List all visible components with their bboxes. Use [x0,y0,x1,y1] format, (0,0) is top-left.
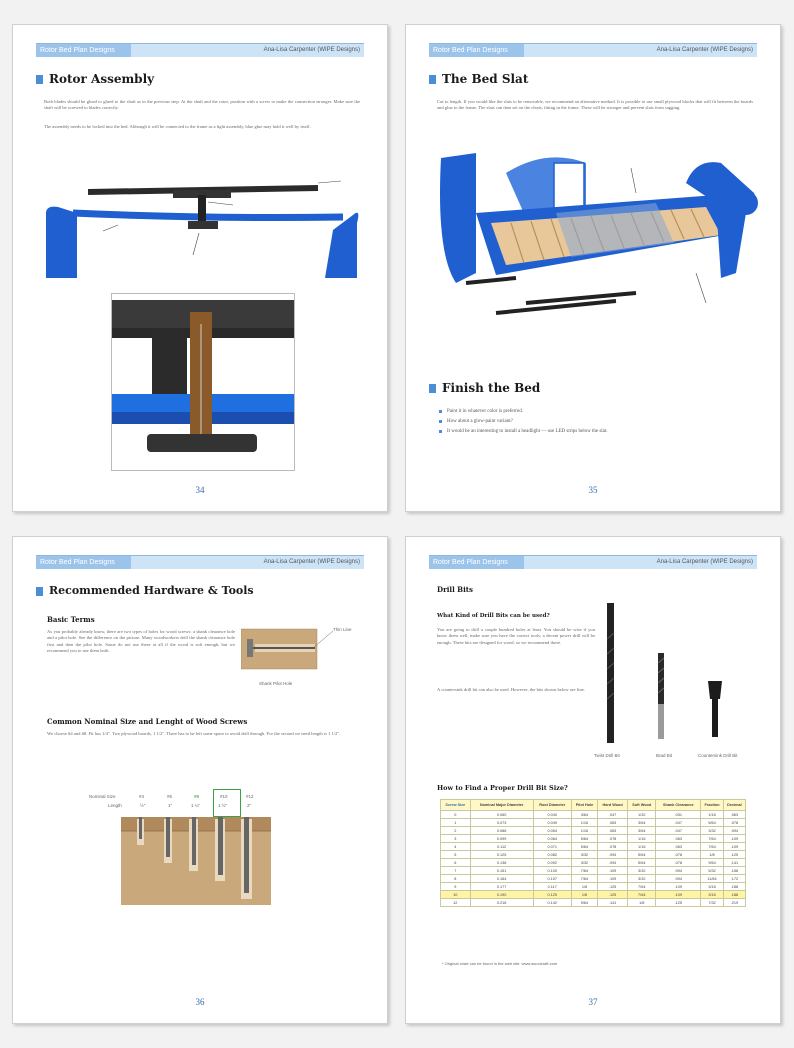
length-row-label: Length [108,803,122,808]
table-cell: 3/64 [628,819,656,827]
page-37 [405,536,781,1024]
table-header: Decimal [723,800,745,811]
page-number: 36 [195,997,205,1007]
table-cell: 0.064 [533,835,571,843]
table-row [441,827,746,835]
page-number: 34 [195,485,205,495]
table-cell: 3/32 [628,875,656,883]
table-cell: .188 [723,883,745,891]
header-left-label: Rotor Bed Plan Designs [36,556,131,569]
table-cell: .047 [598,811,628,819]
table-cell: .078 [598,835,628,843]
table-cell: 1/8 [571,883,597,891]
section-title: Rotor Assembly [36,72,154,86]
screw-length: 2" [247,803,252,808]
table-cell: 3/16 [701,891,724,899]
table-cell: .109 [598,875,628,883]
table-cell: .094 [598,851,628,859]
finish-title: Finish the Bed [429,381,540,395]
table-cell: 1/16 [628,835,656,843]
table-cell: .063 [656,843,701,851]
page-header [36,555,364,569]
table-cell: .078 [656,859,701,867]
table-cell: 7/64 [701,843,724,851]
table-cell: 0.060 [470,811,533,819]
rotor-assembly-illustration [43,175,363,285]
finish-list [437,407,767,437]
table-cell: .219 [723,899,745,907]
table-cell: 2 [441,827,471,835]
body-paragraph: Cut to length. If you would like the slats to be removable, we recommend an alternative method. It is possible to use small plywood blocks that will fit between the boards and glue to the frame. The slats can then set on the cleats, fitting in the frame. These will be stronger and prevent slats from sagging. [437,99,753,111]
table-row [441,883,746,891]
table-cell: .031 [656,811,701,819]
bed-slat-illustration [436,153,766,323]
table-row [441,891,746,899]
table-cell: 0.138 [470,859,533,867]
table-header: Screw Size [441,800,471,811]
table-cell: 1/8 [701,851,724,859]
table-row [441,811,746,819]
figure-label: Thin Line [333,627,352,632]
table-row [441,835,746,843]
table-cell: 3/32 [701,827,724,835]
table-cell: 5/64 [628,859,656,867]
screw-size: #8 [194,794,200,799]
table-cell: 11/64 [701,875,724,883]
table-cell: 6 [441,859,471,867]
table-cell: 0.164 [470,875,533,883]
page-header [429,555,757,569]
highlight-box [213,789,241,817]
header-right-label: Ana-Lisa Carpenter (WIPE Designs) [263,47,360,53]
table-cell: 1/16 [628,843,656,851]
title-marker-icon [429,384,436,393]
table-cell: 0.071 [533,843,571,851]
screw-length: 1 ¼" [191,803,201,808]
bit-label: Twist Drill Bit [594,753,620,758]
page-36 [12,536,388,1024]
page-number: 37 [588,997,598,1007]
table-cell: 0.142 [533,899,571,907]
table-cell: 1 [441,819,471,827]
table-cell: .094 [723,827,745,835]
table-cell: 0.099 [470,835,533,843]
table-cell: 8 [441,875,471,883]
table-row [441,819,746,827]
table-cell: .125 [656,899,701,907]
table-cell: .094 [656,875,701,883]
table-cell: 0.125 [470,851,533,859]
table-row [441,859,746,867]
table-cell: 0.049 [533,819,571,827]
page-34 [12,24,388,512]
table-cell: 7/64 [571,875,597,883]
table-cell: 1/16 [571,819,597,827]
page-35 [405,24,781,512]
wood-screws-figure [121,817,271,905]
body-paragraph: As you probably already know, there are two types of holes for wood screws: a shank clearance hole and a pilot hole. See the difference on the picture. Many woodworkers drill the shank clearance hole first and then the pilot hole. Some do not use these at all if the wood is soft enough, but we recommend you to use them both. [47,629,235,653]
table-cell: 3/32 [628,867,656,875]
table-cell: .063 [723,811,745,819]
table-row [441,851,746,859]
table-cell: 0.086 [470,827,533,835]
table-body [441,811,746,907]
table-cell: .078 [656,851,701,859]
table-cell: .063 [656,835,701,843]
table-cell: 0.073 [470,819,533,827]
table-cell: .188 [723,891,745,899]
table-cell: 3/16 [701,883,724,891]
header-left-label: Rotor Bed Plan Designs [429,44,524,57]
table-cell: .141 [723,859,745,867]
header-right-label: Ana-Lisa Carpenter (WIPE Designs) [263,559,360,565]
header-left-label: Rotor Bed Plan Designs [429,556,524,569]
page-header [36,43,364,57]
title-marker-icon [36,587,43,596]
table-cell: 0.107 [533,875,571,883]
table-cell: 0.216 [470,899,533,907]
rotor-detail-closeup [111,293,295,471]
subheading: Drill Bits [437,585,473,594]
header-left-label: Rotor Bed Plan Designs [36,44,131,57]
title-marker-icon [429,75,436,84]
bit-label: Countersink Drill Bit [698,753,738,758]
table-cell: 5/64 [571,843,597,851]
table-cell: .078 [723,819,745,827]
table-cell: 7/64 [628,883,656,891]
table-cell: .109 [656,891,701,899]
table-header: Fraction [701,800,724,811]
table-cell: 0.125 [533,891,571,899]
table-header: Nominal Major Diameter [470,800,533,811]
table-row [441,867,746,875]
table-cell: 3/32 [571,851,597,859]
table-cell: .156 [723,867,745,875]
list-item: Paint it in whatever color is preferred. [447,407,767,417]
table-cell: .094 [656,867,701,875]
size-row-label: Nominal Size [89,794,116,799]
table-cell: 5 [441,851,471,859]
table-cell: .141 [598,899,628,907]
title-marker-icon [36,75,43,84]
table-cell: 1/16 [701,811,724,819]
table-cell: 5/64 [628,851,656,859]
table-cell: 0.040 [533,811,571,819]
table-cell: 0.190 [470,891,533,899]
table-cell: .047 [656,819,701,827]
subheading: How to Find a Proper Drill Bit Size? [437,784,568,792]
screw-length: 1" [168,803,173,808]
table-header: Pilot Hole [571,800,597,811]
table-cell: 5/64 [701,819,724,827]
table-header: Shank Clearance [656,800,701,811]
table-header: Soft Wood [628,800,656,811]
table-cell: .063 [598,819,628,827]
table-cell: 0.100 [533,867,571,875]
table-cell: 9/64 [571,899,597,907]
subheading: Common Nominal Size and Lenght of Wood Screws [47,717,248,726]
table-cell: .047 [656,827,701,835]
section-title: Recommended Hardware & Tools [36,584,254,597]
table-cell: 3/32 [571,859,597,867]
header-right-label: Ana-Lisa Carpenter (WIPE Designs) [656,47,753,53]
table-cell: .172 [723,875,745,883]
table-cell: 1/8 [571,891,597,899]
screw-size: #10 [220,794,228,799]
table-row [441,843,746,851]
table-row [441,875,746,883]
table-cell: .063 [598,827,628,835]
table-cell: .109 [656,883,701,891]
table-cell: 1/32 [628,811,656,819]
screw-size: #12 [246,794,254,799]
table-cell: 7/32 [701,899,724,907]
table-cell: 0.092 [533,859,571,867]
body-paragraph: A countersink drill bit can also be used. However, the bits shown below are fine. [437,687,585,692]
table-cell: 3/64 [571,811,597,819]
table-cell: 0.177 [470,883,533,891]
table-cell: 1/8 [628,899,656,907]
screw-length: ½" [140,803,146,808]
table-cell: 7/64 [571,867,597,875]
table-cell: 1/16 [571,827,597,835]
table-cell: 3 [441,835,471,843]
bit-label: Brad Bit [656,753,673,758]
table-cell: .078 [598,843,628,851]
table-cell: 5/64 [571,835,597,843]
table-cell: 0.117 [533,883,571,891]
list-item: It would be an interesting to install a headlight — use LED strips below the slat. [447,427,767,437]
table-cell: 10 [441,891,471,899]
drill-size-table [440,799,746,907]
page-number: 35 [588,485,598,495]
table-cell: 9 [441,883,471,891]
table-cell: .109 [598,867,628,875]
subheading: Basic Terms [47,615,95,624]
body-paragraph: Both blades should be glued to glued to the shaft as in the previous step. At the shaft and the rotor, position with a screw to make the connection stronger. Make sure the shaft will be screwed to blades correctly. [44,99,360,111]
table-cell: 0.054 [533,827,571,835]
table-cell: 7 [441,867,471,875]
table-footnote: * Original chart can be found in the web site: www.woodcraft.com [442,961,558,966]
table-header: Hard Wood [598,800,628,811]
body-paragraph: You are going to drill a couple hundred holes at least. You should be wise if you know them well, make sure you have the correct tools; a decent power drill will be enough. These bits are designed for wood, so we recommend those. [437,627,595,645]
drill-bits-figure [596,599,756,749]
section-title: The Bed Slat [429,72,528,86]
table-cell: .109 [723,835,745,843]
table-cell: 0 [441,811,471,819]
table-cell: 0.151 [470,867,533,875]
table-cell: 7/64 [628,891,656,899]
list-item: How about a glow-paint variant? [447,417,767,427]
screw-size: #4 [139,794,145,799]
table-cell: 12 [441,899,471,907]
page-header [429,43,757,57]
table-header: Root Diameter [533,800,571,811]
table-cell: 4 [441,843,471,851]
table-cell: .125 [598,883,628,891]
table-cell: .125 [598,891,628,899]
figure-label: Shank Pilot Hole [259,681,293,686]
table-cell: 9/64 [701,859,724,867]
table-row [441,899,746,907]
table-cell: 3/64 [628,827,656,835]
table-cell: 7/64 [701,835,724,843]
screw-size: #6 [167,794,173,799]
body-paragraph: We choose #4 and #8. Fit has 1/4". Two plywood boards, 1 1/2". There has to be left some space to avoid drill through. For the second we need length is 1 1/2". [47,731,341,736]
table-cell: 0.112 [470,843,533,851]
table-cell: .125 [723,851,745,859]
subheading: What Kind of Drill Bits can be used? [437,613,550,619]
table-cell: 0.082 [533,851,571,859]
table-cell: .094 [598,859,628,867]
header-right-label: Ana-Lisa Carpenter (WIPE Designs) [656,559,753,565]
table-cell: 5/32 [701,867,724,875]
screw-length: 1 ½" [218,803,228,808]
body-paragraph: The assembly needs to be locked into the bed. Although it will be connected to the frame as a light assembly, blue glue may hold it well by itself. [44,124,311,129]
table-cell: .109 [723,843,745,851]
